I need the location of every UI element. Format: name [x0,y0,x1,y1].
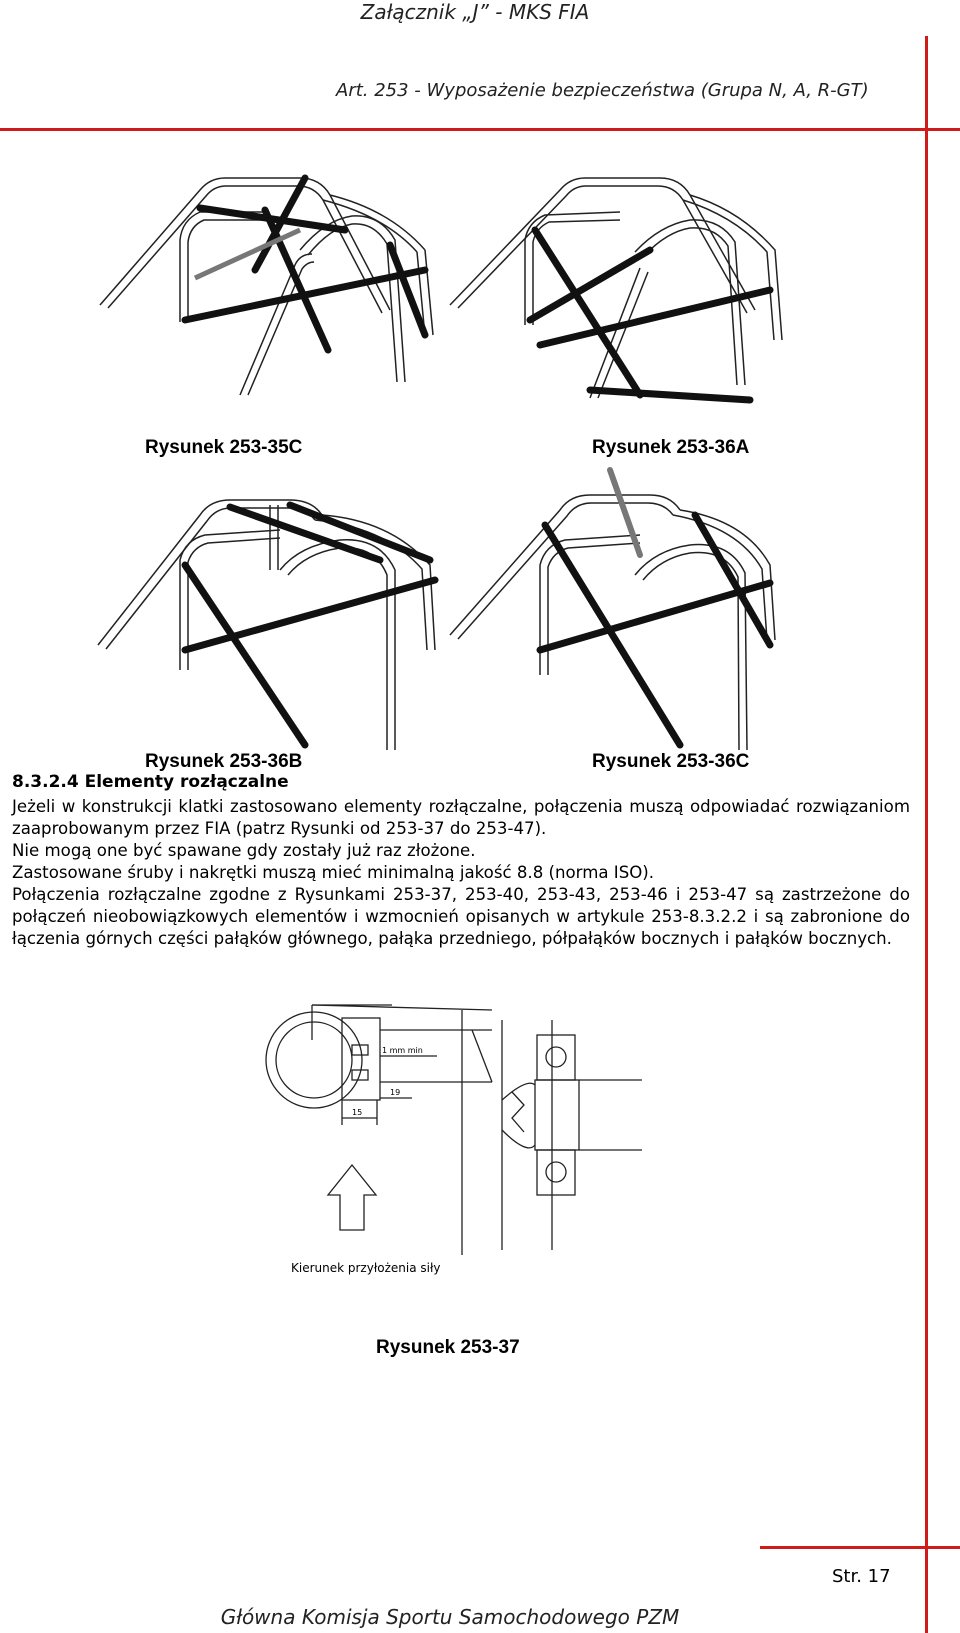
caption-fig-36b: Rysunek 253-36B [145,751,303,772]
document-subtitle: Art. 253 - Wyposażenie bezpieczeństwa (Grupa N, A, R-GT) [336,80,869,101]
page-number: Str. 17 [832,1566,891,1587]
paragraph-3: Zastosowane śruby i nakrętki muszą mieć minimalną jakość 8.8 (norma ISO). [12,863,655,882]
paragraph-4: Połączenia rozłączalne zgodne z Rysunkami 253-37, 253-40, 253-43, 253-46 i 253-47 są zastrzeżone do połączeń nieobowiązkowych elementów i wzmocnień opisanych w artykule 253-8.3.2.2 i są zabronione do łączenia górnych części pałąków głównego, pałąka przedniego, półpałąków bocznych i pałąków bocznych. [12,885,910,948]
paragraph-2: Nie mogą one być spawane gdy zostały już raz złożone. [12,841,476,860]
document-title: Załącznik „J” - MKS FIA [360,0,590,24]
dim-19-label: 19 [390,1088,401,1097]
caption-fig-35c: Rysunek 253-35C [145,437,303,458]
caption-fig-36a: Rysunek 253-36A [592,437,750,458]
footer-organization: Główna Komisja Sportu Samochodowego PZM [220,1605,680,1629]
paragraph-1: Jeżeli w konstrukcji klatki zastosowano elementy rozłączalne, połączenia muszą odpowiadać rozwiązaniom zaaprobowanym przez FIA (patrz Rysunki od 253-37 do 253-47). [12,797,910,838]
caption-fig-36c: Rysunek 253-36C [592,751,750,772]
figure-253-36c [440,465,810,755]
footer-rule [760,1546,960,1549]
figure-253-36a [440,150,810,420]
figure-253-37 [262,1000,682,1260]
section-heading: 8.3.2.4 Elementy rozłączalne [12,772,289,792]
figure-253-36b [90,465,460,755]
dim-min-label: 1 mm min [382,1046,423,1055]
margin-rule [925,36,928,1633]
caption-fig-37: Rysunek 253-37 [376,1337,520,1358]
header-rule [0,128,960,131]
force-direction-label: Kierunek przyłożenia siły [291,1261,441,1275]
figure-253-35c [90,150,460,420]
dim-15-label: 15 [352,1108,363,1117]
